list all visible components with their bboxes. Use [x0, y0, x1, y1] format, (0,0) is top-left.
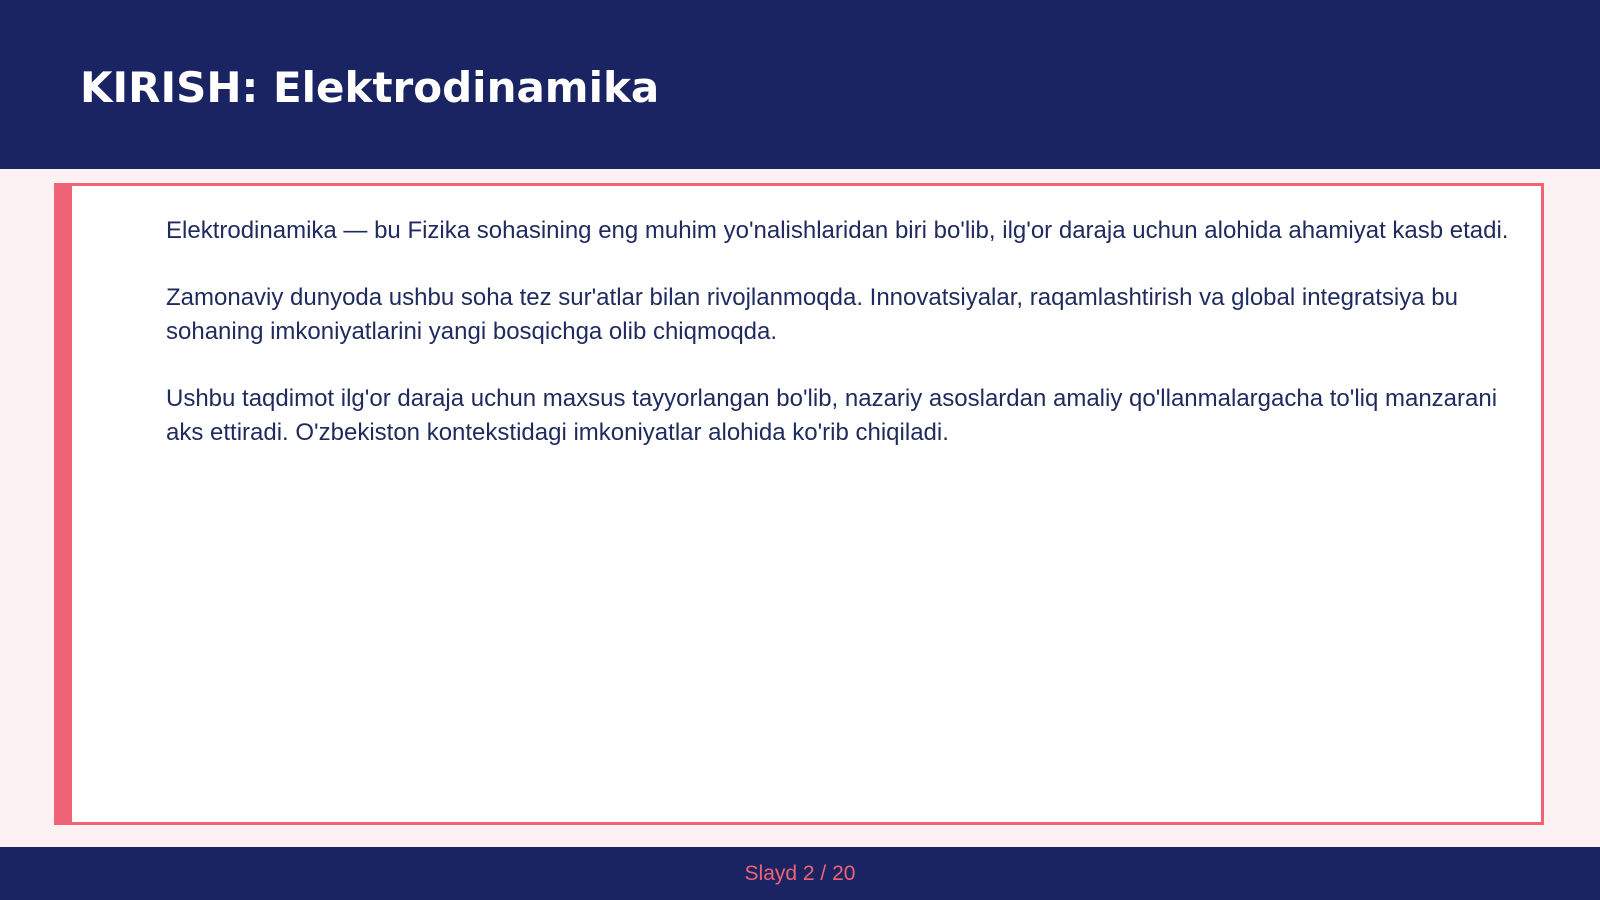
- slide-counter: Slayd 2 / 20: [744, 862, 856, 885]
- slide-footer: [0, 847, 1600, 900]
- paragraph-modern-world: Zamonaviy dunyoda ushbu soha tez sur'atlar bilan rivojlanmoqda. Innovatsiyalar, raqamlashtirish va global integratsiya bu sohaning imkoniyatlarini yangi bosqichga olib chiqmoqda.: [166, 284, 1458, 345]
- slide-title: KIRISH: Elektrodinamika: [80, 63, 660, 112]
- paragraph-presentation-scope: Ushbu taqdimot ilg'or daraja uchun maxsus tayyorlangan bo'lib, nazariy asoslardan amaliy qo'llanmalargacha to'liq manzarani aks ettiradi. O'zbekiston kontekstidagi imkoniyatlar alohida ko'rib chiqiladi.: [166, 385, 1498, 446]
- paragraph-intro: Elektrodinamika — bu Fizika sohasining eng muhim yo'nalishlaridan biri bo'lib, ilg'or daraja uchun alohida ahamiyat kasb etadi.: [166, 217, 1509, 244]
- content-box: [54, 183, 1544, 825]
- slide-header: [0, 0, 1600, 169]
- content-paragraphs: [166, 214, 1536, 483]
